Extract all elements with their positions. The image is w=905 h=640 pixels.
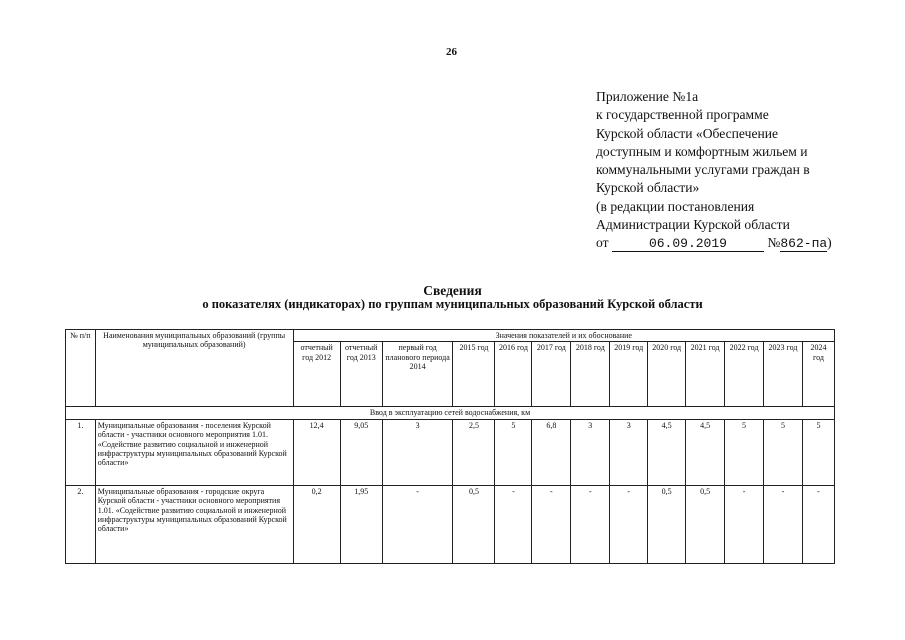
appendix-line: коммунальными услугами граждан в [596,162,810,178]
header-year: отчетный год 2013 [340,342,382,407]
header-year: 2020 год [648,342,686,407]
row-value: - [532,485,571,563]
row-value: 0,5 [453,485,495,563]
row-name: Муниципальные образования - городские округа Курской области - участники основного мероприятия 1.01. «Содействие развитию социальной и инженерной инфраструктуры муниципальных образований Курской области» [95,485,293,563]
row-num: 2. [66,485,96,563]
header-year: первый год планового периода 2014 [382,342,453,407]
appendix-line: доступным и комфортным жильем и [596,143,808,159]
header-year: 2015 год [453,342,495,407]
row-value: 0,2 [293,485,340,563]
appendix-line: (в редакции постановления [596,198,755,214]
header-year: 2019 год [610,342,648,407]
row-value: 9,05 [340,419,382,485]
row-value: - [495,485,532,563]
row-value: 4,5 [648,419,686,485]
appendix-date-line [596,234,896,252]
resolution-number: 862-па [780,236,828,252]
header-year: 2018 год [571,342,610,407]
row-value: - [610,485,648,563]
row-value: 5 [764,419,803,485]
header-year: 2024 год [802,342,834,407]
row-value: - [764,485,803,563]
row-value: 12,4 [293,419,340,485]
row-value: 3 [382,419,453,485]
header-year: 2017 год [532,342,571,407]
row-num: 1. [66,419,96,485]
row-value: 5 [495,419,532,485]
appendix-line: к государственной программе [596,107,769,123]
appendix-block [596,88,896,253]
appendix-line: Курской области «Обеспечение [596,125,779,141]
document-subtitle: о показателях (индикаторах) по группам муниципальных образований Курской области [202,297,703,311]
section-title: Ввод в эксплуатацию сетей водоснабжения, км [66,407,835,419]
header-year: 2022 год [725,342,764,407]
closing-paren: ) [827,235,832,251]
header-year: отчетный год 2012 [293,342,340,407]
row-value: 3 [571,419,610,485]
header-year: 2023 год [764,342,803,407]
header-year: 2021 год [686,342,725,407]
row-value: 6,8 [532,419,571,485]
resolution-date: 06.09.2019 [612,236,764,252]
row-value: 0,5 [686,485,725,563]
header-year: 2016 год [495,342,532,407]
row-value: - [725,485,764,563]
appendix-line: Приложение №1а [596,89,699,104]
appendix-line: Курской области» [596,180,700,196]
number-prefix: № [767,235,781,251]
row-value: - [571,485,610,563]
page-number: 26 [446,46,457,58]
appendix-line: Администрации Курской области [596,217,790,233]
table-row [66,419,835,485]
table-row [66,485,835,563]
date-prefix: от [596,235,609,251]
row-value: 1,95 [340,485,382,563]
document-title: Сведения [423,283,482,298]
row-value: 2,5 [453,419,495,485]
row-value: 4,5 [686,419,725,485]
header-values-group: Значения показателей и их обоснование [293,330,834,342]
row-value: - [802,485,834,563]
row-value: 5 [802,419,834,485]
row-value: - [382,485,453,563]
header-name: Наименования муниципальных образований (группы муниципальных образований) [95,330,293,407]
row-value: 0,5 [648,485,686,563]
row-name: Муниципальные образования - поселения Курской области - участники основного мероприятия 1.01. «Содействие развитию социальной и инженерной инфраструктуры муниципальных образований Курской области» [95,419,293,485]
row-value: 5 [725,419,764,485]
row-value: 3 [610,419,648,485]
indicators-table [65,329,835,564]
header-num: № п/п [66,330,96,407]
